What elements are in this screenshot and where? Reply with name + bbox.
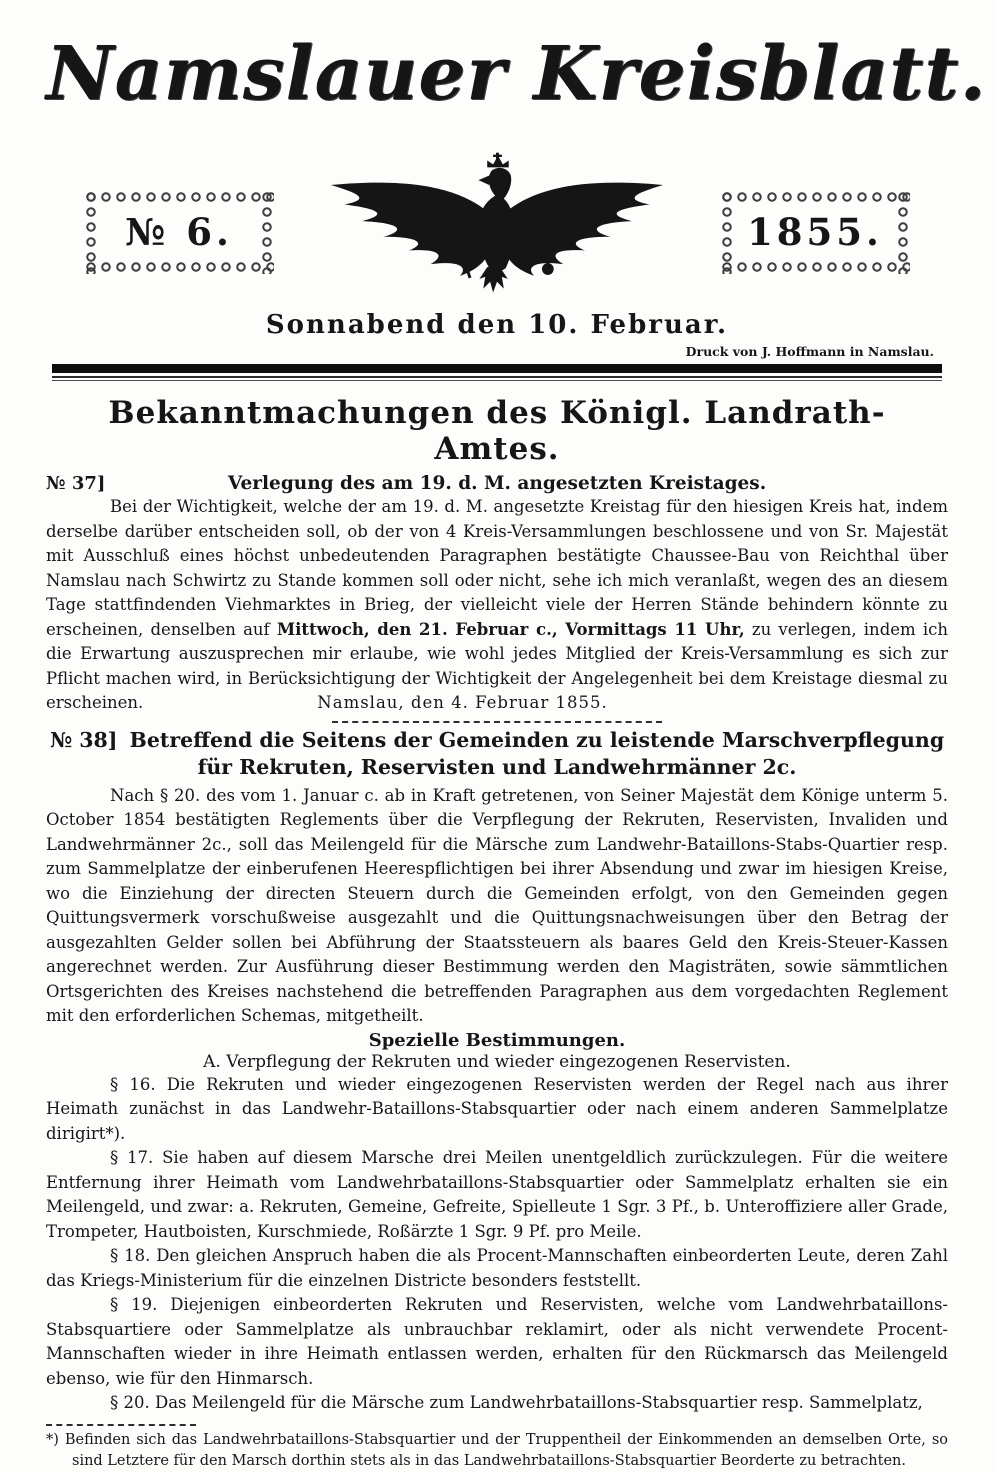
header-rule — [52, 364, 942, 381]
section-37-body-post: zu verlegen, indem ich die Erwartung auszusprechen mir erlaube, wie wohl jedes Mitglied der Kreis-Versammlung es sich zur Pflicht machen wird, in Berücksichtigung der Wichtigkeit der Angelegenheit bei dem Kreistage diesmal zu erscheinen. — [46, 619, 948, 712]
section-37-body-pre: Bei der Wichtigkeit, welche der am 19. d. M. angesetzte Kreistag für den hiesigen Kreis hat, indem derselbe darüber entscheiden soll, ob der von 4 Kreis-Versammlungen beschlossene und von Sr. Majestät mit Ausschluß eines höchst unbedeutenden Paragraphen bestätigte Chaussee-Bau von Reichthal über Namslau nach Schwirtz zu Stande kommen soll oder nicht, sehe ich mich veranlaßt, wegen des an diesem Tage stattfindenden Viehmarktes in Brieg, der vielleicht viele der Herren Stände behindern könnte zu erscheinen, denselben auf — [46, 497, 948, 639]
section-37-title: Verlegung des am 19. d. M. angesetzten Kreistages. — [227, 473, 767, 494]
issue-year: 1855. — [747, 210, 883, 254]
section-37-body-bold: Mittwoch, den 21. Februar c., Vormittags 11 Uhr, — [276, 619, 745, 639]
section-37-body — [46, 495, 948, 716]
section-38-header — [46, 727, 948, 781]
rule-thick — [52, 364, 942, 373]
rule-thin — [52, 376, 942, 378]
issue-dateline: Sonnabend den 10. Februar. — [265, 310, 729, 340]
footnote-rule — [46, 1424, 196, 1426]
footnote-text: *) Befinden sich das Landwehrbataillons-Stabsquartier und der Truppentheil der Einkommenden an demselben Orte, so sind Letztere für den Marsch dorthin stets als in das Landwehrbataillons-Stabsquartier Beorderte zu betrachten. — [46, 1431, 948, 1469]
page-title: Bekanntmachungen des Königl. Landrath-Amtes. — [108, 395, 886, 467]
emblem-row — [46, 156, 948, 308]
special-provisions-heading: Spezielle Bestimmungen. — [368, 1029, 626, 1051]
paragraph-16: § 16. Die Rekruten und wieder eingezogenen Reservisten werden der Regel nach aus ihrer Heimath zunächst in das Landwehr-Bataillons-Stabsquartier oder nach einem anderen Sammelplatze dirigirt*). — [46, 1074, 948, 1143]
newspaper-title: Namslauer Kreisblatt. — [46, 31, 987, 117]
paragraph-20: § 20. Das Meilengeld für die Märsche zum Landwehrbataillons-Stabsquartier resp. Sammelplatz, — [110, 1393, 923, 1412]
paragraph-19: § 19. Diejenigen einbeorderten Rekruten und Reservisten, welche vom Landwehrbataillons-Stabsquartiere oder Sammelplatze als unbrauchbar reklamirt, oder als nicht verwendete Procent-Mannschaften wieder in ihre Heimath entlassen werden, erhalten für den Rückmarsch das Meilengeld ebenso, wie für den Hinmarsch. — [46, 1295, 948, 1388]
rule-thin — [52, 380, 942, 381]
section-37-label: № 37] — [46, 473, 106, 494]
part-a-heading: A. Verpflegung der Rekruten und wieder eingezogenen Reservisten. — [203, 1051, 791, 1072]
paragraph-18: § 18. Den gleichen Anspruch haben die als Procent-Mannschaften einbeorderten Leute, deren Zahl das Kriegs-Ministerium für die einzelnen Districte besonders feststellt. — [46, 1246, 948, 1290]
prussian-eagle-icon — [321, 152, 673, 306]
section-37-header — [46, 473, 948, 494]
issue-number-box — [84, 190, 274, 274]
printer-imprint: Druck von J. Hoffmann in Namslau. — [685, 344, 934, 359]
section-37-signature: Namslau, den 4. Februar 1855. — [317, 693, 608, 712]
section-divider — [332, 721, 662, 723]
paragraph-17: § 17. Sie haben auf diesem Marsche drei Meilen unentgeldlich zurückzulegen. Für die weitere Entfernung ihrer Heimath vom Landwehrbataillons-Stabsquartier oder Sammelplatz erhalten sie ein Meilengeld, und zwar: a. Rekruten, Gemeine, Gefreite, Spielleute 1 Sgr. 3 Pf., b. Unteroffiziere aller Grade, Trompeter, Hautboisten, Kurschmiede, Roßärzte 1 Sgr. 9 Pf. pro Meile. — [46, 1148, 948, 1241]
issue-year-box — [720, 190, 910, 274]
section-38-label: № 38] — [49, 727, 118, 752]
masthead — [46, 0, 987, 156]
section-38-title: Betreffend die Seitens der Gemeinden zu leistende Marschverpflegung für Rekruten, Reservisten und Landwehrmänner 2c. — [129, 727, 945, 779]
section-38-body: Nach § 20. des vom 1. Januar c. ab in Kraft getretenen, von Seiner Majestät dem Könige unterm 5. October 1854 bestätigten Reglements über die Verpflegung der Rekruten, Reservisten, Invaliden und Landwehrmänner 2c., soll das Meilengeld für die Märsche zum Landwehr-Bataillons-Stabs-Quartier resp. zum Sammelplatze der einberufenen Heerespflichtigen bei ihrer Absendung und zwar im hiesigen Kreise, wo die Einziehung der directen Steuern durch die Gemeinden erfolgt, von den Gemeinden gegen Quittungsvermerk vorschußweise ausgezahlt und die Quittungsnachweisungen über den Betrag der ausgezahlten Gelder sollen bei Abführung der Staatssteuern als baares Geld den Kreis-Steuer-Kassen angerechnet werden. Zur Ausführung dieser Bestimmung werden den Magisträten, sowie sämmtlichen Ortsgerichten des Kreises nachstehend die betreffenden Paragraphen aus dem vorgedachten Reglement mit den erforderlichen Schemas, mitgetheilt. — [46, 785, 948, 1025]
issue-number: № 6. — [125, 210, 233, 254]
